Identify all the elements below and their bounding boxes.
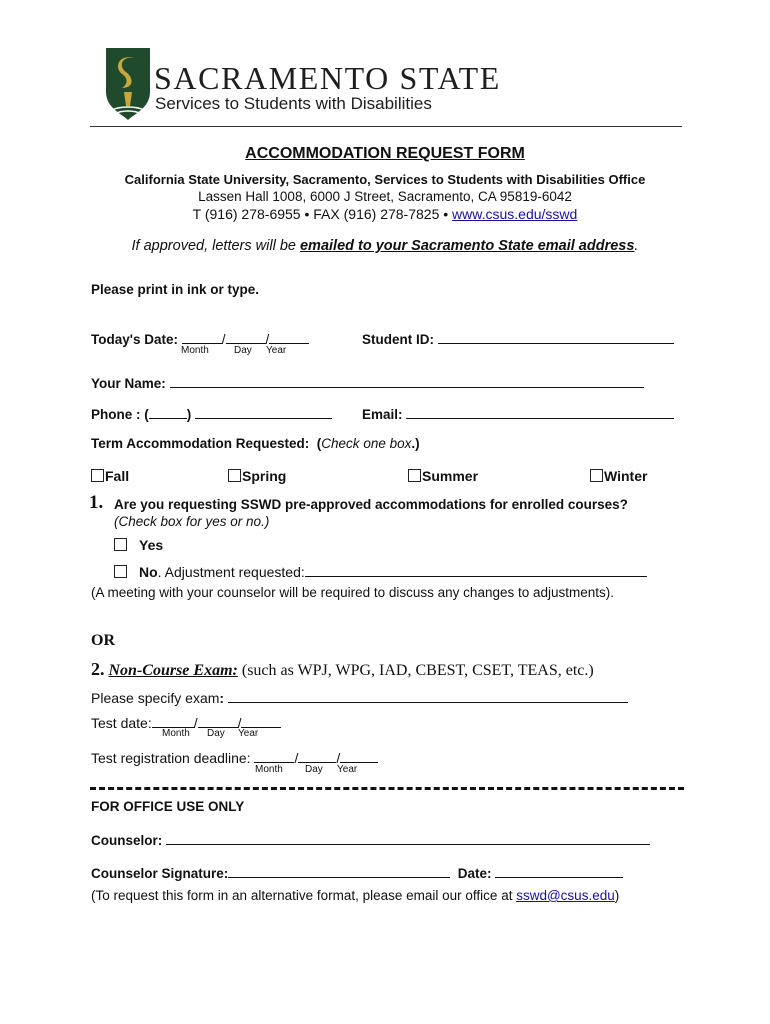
adjustment-line[interactable] xyxy=(305,562,647,577)
date-slash: / xyxy=(221,332,226,347)
counselor-line[interactable] xyxy=(166,830,650,845)
name-field[interactable] xyxy=(91,373,644,391)
winter-label: Winter xyxy=(604,468,648,484)
counselor-signature-label: Counselor Signature: xyxy=(91,866,229,881)
office-email-link[interactable]: sswd@csus.edu xyxy=(516,888,615,903)
todays-date-day-line[interactable] xyxy=(226,329,266,344)
date-slash: / xyxy=(265,332,270,347)
winter-checkbox[interactable] xyxy=(590,469,603,482)
approval-note-prefix: If approved, letters will be xyxy=(131,238,300,254)
logo xyxy=(104,48,501,120)
contact-line xyxy=(0,206,770,222)
phone-number-line[interactable] xyxy=(195,404,332,419)
test-date-day-line[interactable] xyxy=(198,713,238,728)
email-label: Email: xyxy=(362,407,403,422)
test-date-month-caption: Month xyxy=(162,728,190,739)
deadline-month-caption: Month xyxy=(255,764,283,775)
question2-examples: (such as WPJ, WPG, IAD, CBEST, CSET, TEAS, etc.) xyxy=(241,662,594,679)
year-caption: Year xyxy=(266,345,287,356)
office-use-separator xyxy=(90,787,684,790)
approval-note xyxy=(0,238,770,254)
logo-title: SACRAMENTO STATE xyxy=(154,60,501,96)
specify-exam-field[interactable] xyxy=(91,688,628,706)
student-id-field[interactable] xyxy=(362,329,674,347)
term-label xyxy=(91,436,420,451)
no-label-suffix: . Adjustment requested: xyxy=(157,564,305,580)
date-slash: / xyxy=(336,750,341,766)
deadline-month-line[interactable] xyxy=(254,748,294,763)
specify-exam-line[interactable] xyxy=(228,688,628,703)
question2-number: 2. xyxy=(91,659,105,679)
address-line: Lassen Hall 1008, 6000 J Street, Sacramento, CA 95819-6042 xyxy=(198,189,572,204)
date-slash: / xyxy=(237,715,242,731)
contact-phone-fax: T (916) 278-6955 • FAX (916) 278-7825 • xyxy=(192,206,453,222)
no-label: No xyxy=(139,564,158,580)
student-id-line[interactable] xyxy=(438,329,674,344)
summer-label: Summer xyxy=(422,468,479,484)
question1-hint: (Check box for yes or no.) xyxy=(114,514,270,529)
yes-label: Yes xyxy=(139,537,164,553)
date-slash: / xyxy=(193,715,198,731)
approval-note-emphasis: emailed to your Sacramento State email address xyxy=(299,238,635,254)
summer-checkbox[interactable] xyxy=(408,469,421,482)
counselor-field[interactable] xyxy=(91,830,650,848)
registration-deadline-field[interactable] xyxy=(91,748,378,766)
student-id-label: Student ID: xyxy=(362,332,434,347)
website-link[interactable]: www.csus.edu/sswd xyxy=(452,206,578,222)
office-date-line[interactable] xyxy=(495,863,623,878)
test-date-label: Test date: xyxy=(91,715,152,731)
question1-note: (A meeting with your counselor will be required to discuss any changes to adjustments). xyxy=(91,585,615,600)
question2-title: Non-Course Exam: xyxy=(108,662,238,679)
header-divider xyxy=(90,126,682,127)
date-slash: / xyxy=(294,750,299,766)
name-label: Your Name: xyxy=(91,376,166,391)
registration-deadline-label: Test registration deadline: xyxy=(91,750,251,766)
term-hint-close: .) xyxy=(411,436,420,451)
name-line[interactable] xyxy=(170,373,644,388)
org-line: California State University, Sacramento, Services to Students with Disabilities Office xyxy=(124,172,646,187)
day-caption: Day xyxy=(234,345,252,356)
specify-exam-label: Please specify exam xyxy=(91,690,220,706)
approval-note-suffix: . xyxy=(634,238,639,254)
test-date-year-caption: Year xyxy=(238,728,259,739)
print-instruction: Please print in ink or type. xyxy=(91,282,260,297)
todays-date-year-line[interactable] xyxy=(269,329,309,344)
email-line[interactable] xyxy=(406,404,674,419)
month-caption: Month xyxy=(181,345,209,356)
test-date-day-caption: Day xyxy=(207,728,225,739)
form-title: ACCOMMODATION REQUEST FORM xyxy=(245,145,525,162)
fall-checkbox[interactable] xyxy=(91,469,104,482)
deadline-year-caption: Year xyxy=(337,764,358,775)
counselor-label: Counselor: xyxy=(91,833,163,848)
test-date-year-line[interactable] xyxy=(241,713,281,728)
term-hint: Check one box xyxy=(321,436,412,451)
deadline-year-line[interactable] xyxy=(340,748,378,763)
alt-format-suffix: ) xyxy=(614,888,620,903)
question1-no-option[interactable] xyxy=(114,562,647,580)
term-option-summer[interactable] xyxy=(408,468,478,484)
spring-checkbox[interactable] xyxy=(228,469,241,482)
term-option-fall[interactable] xyxy=(91,468,129,484)
term-option-winter[interactable] xyxy=(590,468,647,484)
phone-field[interactable] xyxy=(91,404,332,422)
fall-label: Fall xyxy=(105,468,130,484)
deadline-day-line[interactable] xyxy=(298,748,336,763)
sacramento-state-shield-icon xyxy=(104,48,152,120)
term-hint-open: ( xyxy=(316,436,322,451)
specify-exam-colon: : xyxy=(219,690,225,706)
todays-date-label: Today's Date: xyxy=(91,332,178,347)
alt-format-prefix: (To request this form in an alternative format, please email our office at xyxy=(91,888,517,903)
todays-date-month-line[interactable] xyxy=(182,329,222,344)
question1-text: Are you requesting SSWD pre-approved accommodations for enrolled courses? xyxy=(114,497,628,512)
test-date-month-line[interactable] xyxy=(152,713,194,728)
logo-subtitle: Services to Students with Disabilities xyxy=(155,94,432,113)
question1-number: 1. xyxy=(89,492,104,513)
yes-checkbox[interactable] xyxy=(114,538,127,551)
term-label-text: Term Accommodation Requested: xyxy=(91,436,310,451)
term-option-spring[interactable] xyxy=(228,468,286,484)
counselor-signature-field[interactable] xyxy=(91,863,623,881)
phone-area-line[interactable] xyxy=(149,404,187,419)
phone-label: Phone : ( xyxy=(91,407,149,422)
spring-label: Spring xyxy=(242,468,287,484)
counselor-signature-line[interactable] xyxy=(228,863,450,878)
no-checkbox[interactable] xyxy=(114,565,127,578)
office-date-label: Date: xyxy=(457,866,492,881)
alternative-format-note xyxy=(91,888,619,903)
deadline-day-caption: Day xyxy=(305,764,323,775)
email-field[interactable] xyxy=(362,404,674,422)
office-use-heading: FOR OFFICE USE ONLY xyxy=(91,799,245,814)
question2-heading xyxy=(91,659,594,680)
phone-paren: ) xyxy=(186,407,192,422)
question1-yes-option[interactable] xyxy=(114,537,163,553)
or-divider-text: OR xyxy=(91,632,115,649)
